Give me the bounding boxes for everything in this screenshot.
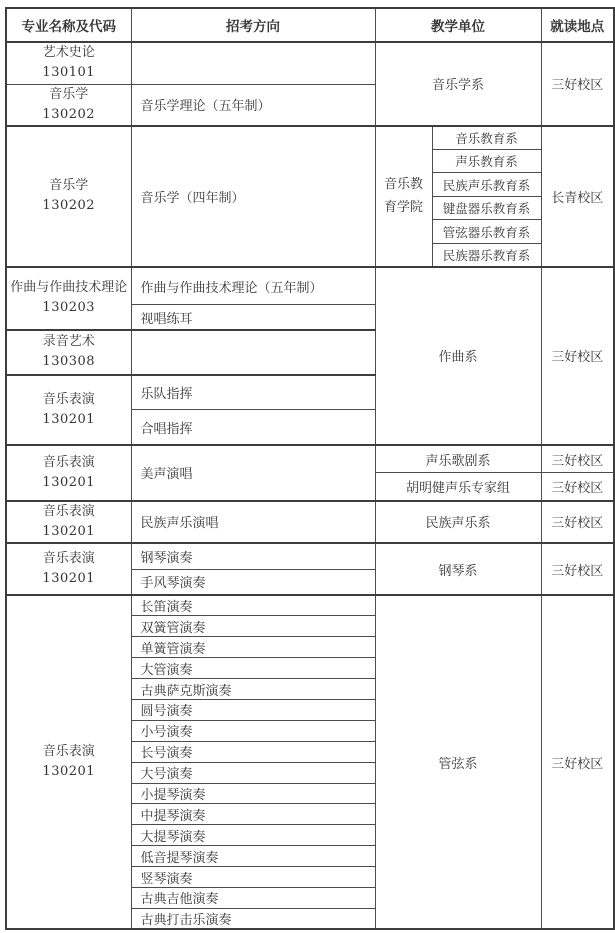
department-cell: 声乐教育系 bbox=[432, 149, 541, 173]
department-cell: 键盘器乐教育系 bbox=[432, 196, 541, 220]
direction-cell: 作曲与作曲技术理论（五年制） bbox=[131, 267, 375, 305]
direction-cell: 钢琴演奏 bbox=[131, 543, 375, 569]
major-name: 音乐表演 bbox=[42, 454, 95, 470]
major-name: 音乐学 bbox=[49, 86, 89, 102]
direction-cell: 合唱指挥 bbox=[131, 410, 375, 445]
header-unit: 教学单位 bbox=[375, 8, 541, 42]
table-row bbox=[6, 501, 614, 543]
table-row bbox=[6, 543, 614, 569]
direction-cell: 大提琴演奏 bbox=[131, 825, 375, 846]
major-cell bbox=[6, 126, 131, 267]
direction-cell: 中提琴演奏 bbox=[131, 804, 375, 825]
major-code: 130201 bbox=[42, 571, 96, 587]
major-cell bbox=[6, 375, 131, 445]
campus-cell: 三好校区 bbox=[541, 445, 614, 473]
campus-cell: 三好校区 bbox=[541, 473, 614, 501]
direction-cell: 长笛演奏 bbox=[131, 595, 375, 616]
major-code: 130201 bbox=[42, 411, 96, 427]
direction-cell bbox=[131, 330, 375, 375]
direction-cell: 长号演奏 bbox=[131, 741, 375, 762]
unit-cell: 民族声乐系 bbox=[375, 501, 541, 543]
major-code: 130308 bbox=[42, 354, 96, 370]
department-cell: 音乐教育系 bbox=[432, 126, 541, 150]
direction-cell: 音乐学理论（五年制） bbox=[131, 84, 375, 126]
direction-cell: 低音提琴演奏 bbox=[131, 846, 375, 867]
unit-cell: 胡明健声乐专家组 bbox=[375, 473, 541, 501]
major-name: 音乐表演 bbox=[42, 550, 95, 566]
major-name: 音乐表演 bbox=[42, 391, 95, 407]
campus-cell: 三好校区 bbox=[541, 267, 614, 445]
direction-cell: 竖琴演奏 bbox=[131, 867, 375, 888]
major-code: 130203 bbox=[42, 300, 96, 316]
unit-cell: 作曲系 bbox=[375, 267, 541, 445]
major-code: 130202 bbox=[42, 198, 96, 214]
major-cell bbox=[6, 445, 131, 501]
major-cell bbox=[6, 42, 131, 84]
direction-cell: 民族声乐演唱 bbox=[131, 501, 375, 543]
direction-cell: 古典打击乐演奏 bbox=[131, 908, 375, 929]
major-cell bbox=[6, 330, 131, 375]
direction-cell: 手风琴演奏 bbox=[131, 569, 375, 595]
admission-table bbox=[5, 7, 615, 930]
direction-cell: 小提琴演奏 bbox=[131, 783, 375, 804]
campus-cell: 长青校区 bbox=[541, 126, 614, 267]
header-major: 专业名称及代码 bbox=[6, 8, 131, 42]
department-cell: 民族器乐教育系 bbox=[432, 243, 541, 267]
direction-cell: 古典吉他演奏 bbox=[131, 888, 375, 909]
campus-cell: 三好校区 bbox=[541, 595, 614, 929]
major-name: 音乐表演 bbox=[42, 503, 95, 519]
unit-cell: 音乐学系 bbox=[375, 42, 541, 126]
major-cell bbox=[6, 84, 131, 126]
unit-cell: 声乐歌剧系 bbox=[375, 445, 541, 473]
department-cell: 管弦器乐教育系 bbox=[432, 220, 541, 244]
major-cell bbox=[6, 595, 131, 929]
major-code: 130201 bbox=[42, 523, 96, 539]
major-code: 130201 bbox=[42, 764, 96, 780]
direction-cell: 大号演奏 bbox=[131, 762, 375, 783]
direction-cell: 圆号演奏 bbox=[131, 700, 375, 721]
direction-cell: 小号演奏 bbox=[131, 720, 375, 741]
major-name: 艺术史论 bbox=[42, 45, 95, 61]
campus-cell: 三好校区 bbox=[541, 543, 614, 595]
campus-cell: 三好校区 bbox=[541, 501, 614, 543]
major-name: 音乐表演 bbox=[42, 744, 95, 760]
direction-cell: 古典萨克斯演奏 bbox=[131, 679, 375, 700]
major-code: 130201 bbox=[42, 474, 96, 490]
major-name: 录音艺术 bbox=[42, 334, 95, 350]
college-cell: 音乐教育学院 bbox=[375, 126, 432, 267]
major-name: 作曲与作曲技术理论 bbox=[10, 280, 128, 296]
direction-cell: 大管演奏 bbox=[131, 658, 375, 679]
unit-cell: 管弦系 bbox=[375, 595, 541, 929]
major-code: 130202 bbox=[42, 106, 96, 122]
table-row bbox=[6, 42, 614, 84]
major-cell bbox=[6, 267, 131, 330]
table-row bbox=[6, 267, 614, 305]
header-campus: 就读地点 bbox=[541, 8, 614, 42]
department-cell: 民族声乐教育系 bbox=[432, 173, 541, 197]
direction-cell: 音乐学（四年制） bbox=[131, 126, 375, 267]
major-code: 130101 bbox=[42, 65, 96, 81]
major-cell bbox=[6, 501, 131, 543]
direction-cell: 美声演唱 bbox=[131, 445, 375, 501]
header-row bbox=[6, 8, 614, 42]
major-name: 音乐学 bbox=[49, 178, 89, 194]
table-row bbox=[6, 445, 614, 473]
direction-cell: 视唱练耳 bbox=[131, 305, 375, 330]
direction-cell: 单簧管演奏 bbox=[131, 637, 375, 658]
direction-cell: 乐队指挥 bbox=[131, 375, 375, 410]
direction-cell: 双簧管演奏 bbox=[131, 616, 375, 637]
direction-cell bbox=[131, 42, 375, 84]
major-cell bbox=[6, 543, 131, 595]
campus-cell: 三好校区 bbox=[541, 42, 614, 126]
table-row bbox=[6, 595, 614, 616]
table-row bbox=[6, 126, 614, 150]
unit-cell: 钢琴系 bbox=[375, 543, 541, 595]
header-direction: 招考方向 bbox=[131, 8, 375, 42]
